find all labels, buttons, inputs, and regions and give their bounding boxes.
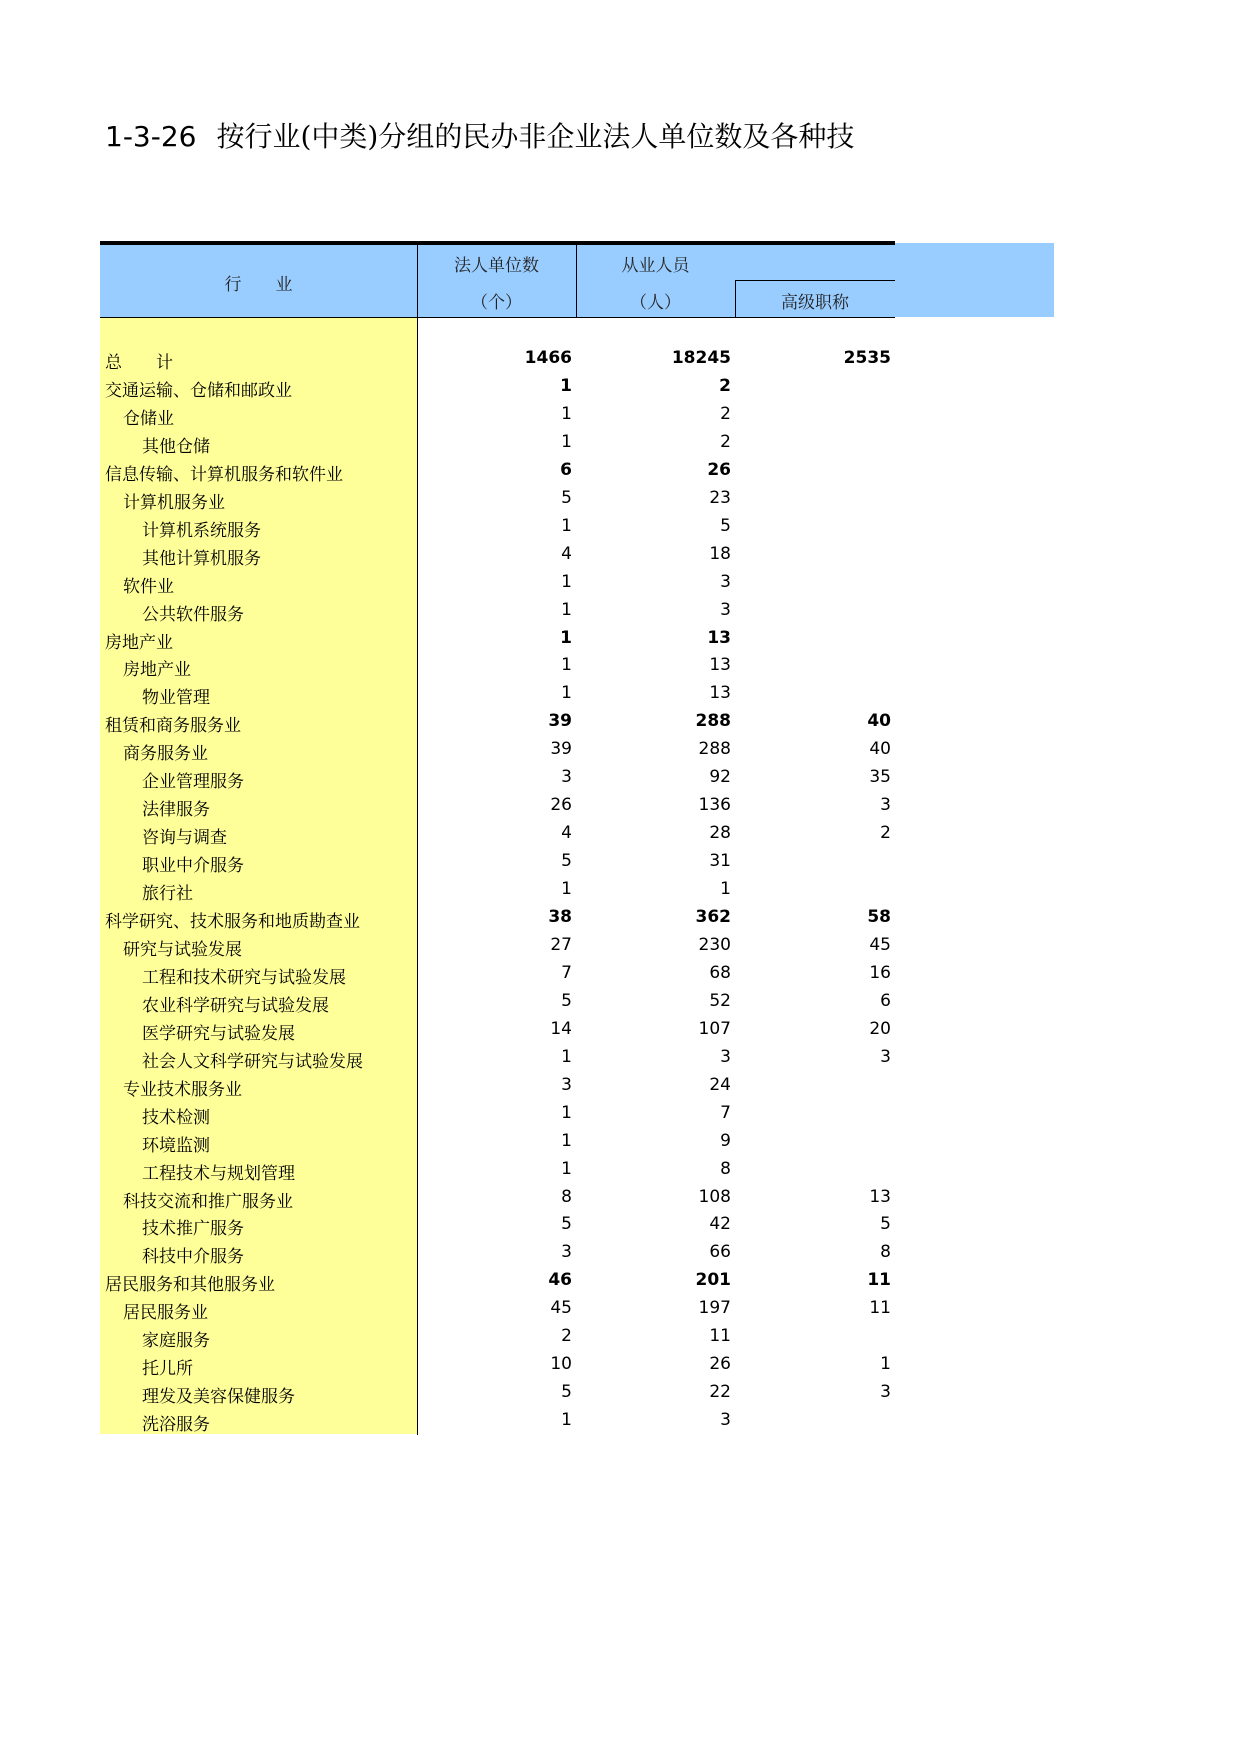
units-value: 1 [561, 879, 572, 900]
units-value: 3 [561, 1074, 572, 1095]
top-rule [100, 241, 895, 245]
staff-value: 2 [720, 431, 731, 452]
industry-name: 居民服务业 [123, 1303, 208, 1324]
senior-value: 6 [880, 990, 891, 1011]
senior-value: 3 [880, 1046, 891, 1067]
table-row [100, 711, 895, 739]
header-senior-title: 高级职称 [781, 293, 849, 313]
industry-name: 职业中介服务 [142, 856, 244, 877]
header-industry: 行 业 [224, 275, 293, 295]
table-row [100, 404, 895, 432]
units-value: 1 [561, 1102, 572, 1123]
industry-name: 工程技术与规划管理 [142, 1163, 295, 1184]
industry-name: 计算机系统服务 [142, 520, 261, 541]
industry-name: 房地产业 [123, 660, 191, 681]
table-row [100, 851, 895, 879]
table-row [100, 572, 895, 600]
senior-value: 11 [867, 1270, 891, 1291]
industry-name: 农业科学研究与试验发展 [142, 995, 329, 1016]
header-units: 法人单位数 [454, 256, 539, 276]
industry-name: 技术推广服务 [142, 1219, 244, 1240]
table-row [100, 488, 895, 516]
staff-value: 18245 [671, 348, 731, 368]
senior-value: 2 [880, 823, 891, 844]
subheader-rule [735, 280, 895, 281]
industry-name: 企业管理服务 [142, 772, 244, 793]
table-row [100, 1019, 895, 1047]
units-value: 1 [561, 1046, 572, 1067]
table-row [100, 1103, 895, 1131]
staff-value: 3 [720, 1046, 731, 1067]
industry-name: 专业技术服务业 [123, 1079, 242, 1100]
header-bottom-rule [100, 317, 895, 318]
table-row [100, 767, 895, 795]
industry-name: 咨询与调查 [142, 828, 227, 849]
staff-value: 26 [709, 1354, 731, 1375]
table-row [100, 1354, 895, 1382]
header-units-unit: （个） [471, 293, 522, 313]
table-row [100, 935, 895, 963]
staff-value: 362 [695, 907, 731, 927]
table-row [100, 544, 895, 572]
industry-name: 环境监测 [142, 1135, 210, 1156]
staff-value: 108 [698, 1186, 731, 1207]
table-row [100, 907, 895, 935]
staff-value: 28 [709, 823, 731, 844]
staff-value: 136 [698, 795, 731, 816]
staff-value: 5 [720, 515, 731, 536]
industry-name: 理发及美容保健服务 [142, 1387, 295, 1408]
senior-value: 35 [869, 767, 891, 788]
table-row [100, 1410, 895, 1438]
units-value: 38 [548, 907, 572, 927]
units-value: 46 [548, 1270, 572, 1291]
industry-name: 其他计算机服务 [142, 548, 261, 569]
units-value: 1 [561, 683, 572, 704]
units-value: 1 [561, 1410, 572, 1431]
senior-value: 58 [867, 907, 891, 927]
units-value: 1 [561, 1130, 572, 1151]
units-value: 1 [561, 655, 572, 676]
industry-name: 社会人文科学研究与试验发展 [142, 1051, 363, 1072]
units-value: 1 [560, 627, 572, 648]
industry-name: 软件业 [123, 576, 174, 597]
staff-value: 66 [709, 1242, 731, 1263]
units-value: 5 [561, 1214, 572, 1235]
table-row [100, 1131, 895, 1159]
staff-value: 68 [709, 962, 731, 983]
senior-value: 20 [869, 1018, 891, 1039]
senior-value: 3 [880, 795, 891, 816]
table-row [100, 655, 895, 683]
staff-value: 2 [719, 375, 731, 396]
table-row [100, 1270, 895, 1298]
senior-value: 3 [880, 1382, 891, 1403]
industry-name: 医学研究与试验发展 [142, 1023, 295, 1044]
industry-name: 计算机服务业 [123, 492, 225, 513]
table-row [100, 1242, 895, 1270]
units-value: 1 [561, 431, 572, 452]
table-row [100, 991, 895, 1019]
staff-value: 288 [698, 739, 731, 760]
industry-name: 托儿所 [142, 1359, 193, 1380]
staff-value: 23 [709, 487, 731, 508]
staff-value: 42 [709, 1214, 731, 1235]
industry-name: 技术检测 [142, 1107, 210, 1128]
units-value: 2 [561, 1326, 572, 1347]
table-row [100, 1214, 895, 1242]
staff-value: 9 [720, 1130, 731, 1151]
staff-value: 3 [720, 571, 731, 592]
table-row [100, 600, 895, 628]
industry-name: 研究与试验发展 [123, 939, 242, 960]
staff-value: 11 [709, 1326, 731, 1347]
staff-value: 107 [698, 1018, 731, 1039]
table-row [100, 795, 895, 823]
units-value: 10 [550, 1354, 572, 1375]
units-value: 8 [561, 1186, 572, 1207]
units-value: 1 [561, 403, 572, 424]
header-staff: 从业人员 [621, 256, 690, 276]
units-value: 4 [561, 823, 572, 844]
table-row [100, 1382, 895, 1410]
senior-value: 45 [869, 934, 891, 955]
table-row [100, 879, 895, 907]
table-row [100, 1298, 895, 1326]
units-value: 14 [550, 1018, 572, 1039]
units-value: 1466 [524, 348, 572, 368]
header-extension [895, 243, 1054, 317]
industry-name: 居民服务和其他服务业 [105, 1275, 275, 1296]
staff-value: 31 [709, 851, 731, 872]
industry-name: 交通运输、仓储和邮政业 [105, 380, 292, 401]
senior-value: 13 [869, 1186, 891, 1207]
units-value: 1 [561, 515, 572, 536]
table-row [100, 376, 895, 404]
senior-value: 8 [880, 1242, 891, 1263]
industry-name: 租赁和商务服务业 [105, 716, 241, 737]
senior-value: 11 [869, 1298, 891, 1319]
staff-value: 8 [720, 1158, 731, 1179]
table-row [100, 432, 895, 460]
table-row [100, 348, 895, 376]
units-value: 1 [561, 1158, 572, 1179]
industry-name: 法律服务 [142, 800, 210, 821]
table-row [100, 516, 895, 544]
table-row [100, 460, 895, 488]
units-value: 1 [561, 599, 572, 620]
staff-value: 22 [709, 1382, 731, 1403]
table-row [100, 1326, 895, 1354]
staff-value: 13 [709, 683, 731, 704]
units-value: 26 [550, 795, 572, 816]
industry-name: 其他仓储 [142, 436, 210, 457]
industry-name: 仓储业 [123, 408, 174, 429]
industry-name: 商务服务业 [123, 744, 208, 765]
units-value: 5 [561, 487, 572, 508]
staff-value: 26 [707, 459, 731, 480]
senior-value: 40 [869, 739, 891, 760]
staff-value: 1 [720, 879, 731, 900]
units-value: 3 [561, 1242, 572, 1263]
senior-value: 2535 [843, 348, 891, 368]
staff-value: 7 [720, 1102, 731, 1123]
staff-value: 92 [709, 767, 731, 788]
table-row [100, 1047, 895, 1075]
table-title: 按行业(中类)分组的民办非企业法人单位数及各种技 [216, 120, 855, 153]
staff-value: 18 [709, 543, 731, 564]
industry-name: 工程和技术研究与试验发展 [142, 967, 346, 988]
staff-value: 3 [720, 599, 731, 620]
senior-value: 16 [869, 962, 891, 983]
units-value: 4 [561, 543, 572, 564]
senior-value: 40 [867, 711, 891, 732]
table-row [100, 628, 895, 656]
industry-name: 洗浴服务 [142, 1415, 210, 1436]
table-row [100, 739, 895, 767]
staff-value: 2 [720, 403, 731, 424]
industry-name: 家庭服务 [142, 1331, 210, 1352]
units-value: 3 [561, 767, 572, 788]
units-value: 1 [560, 375, 572, 396]
industry-name: 科学研究、技术服务和地质勘查业 [105, 912, 360, 932]
industry-name: 信息传输、计算机服务和软件业 [105, 464, 343, 485]
industry-name: 物业管理 [142, 688, 210, 709]
staff-value: 288 [695, 711, 731, 732]
industry-name: 科技中介服务 [142, 1247, 244, 1268]
staff-value: 13 [707, 627, 731, 648]
units-value: 5 [561, 990, 572, 1011]
table-number: 1-3-26 [105, 120, 197, 153]
table-row [100, 963, 895, 991]
industry-name: 公共软件服务 [142, 604, 244, 625]
units-value: 39 [548, 711, 572, 732]
units-value: 45 [550, 1298, 572, 1319]
units-value: 27 [550, 934, 572, 955]
industry-name: 旅行社 [142, 884, 193, 905]
industry-name: 科技交流和推广服务业 [123, 1191, 293, 1212]
staff-value: 230 [698, 934, 731, 955]
staff-value: 3 [720, 1410, 731, 1431]
senior-value: 5 [880, 1214, 891, 1235]
table-row [100, 823, 895, 851]
page-title [105, 115, 854, 155]
staff-value: 197 [698, 1298, 731, 1319]
table-row [100, 1159, 895, 1187]
units-value: 5 [561, 851, 572, 872]
units-value: 39 [550, 739, 572, 760]
industry-name: 总 计 [105, 353, 173, 373]
table-row [100, 1187, 895, 1215]
senior-value: 1 [880, 1354, 891, 1375]
table-row [100, 683, 895, 711]
header-staff-unit: （人） [630, 293, 681, 313]
staff-value: 24 [709, 1074, 731, 1095]
units-value: 1 [561, 571, 572, 592]
units-value: 6 [560, 459, 572, 480]
units-value: 7 [561, 962, 572, 983]
units-value: 5 [561, 1382, 572, 1403]
staff-value: 13 [709, 655, 731, 676]
staff-value: 201 [695, 1270, 731, 1291]
industry-name: 房地产业 [105, 632, 173, 653]
staff-value: 52 [709, 990, 731, 1011]
table-row [100, 1075, 895, 1103]
